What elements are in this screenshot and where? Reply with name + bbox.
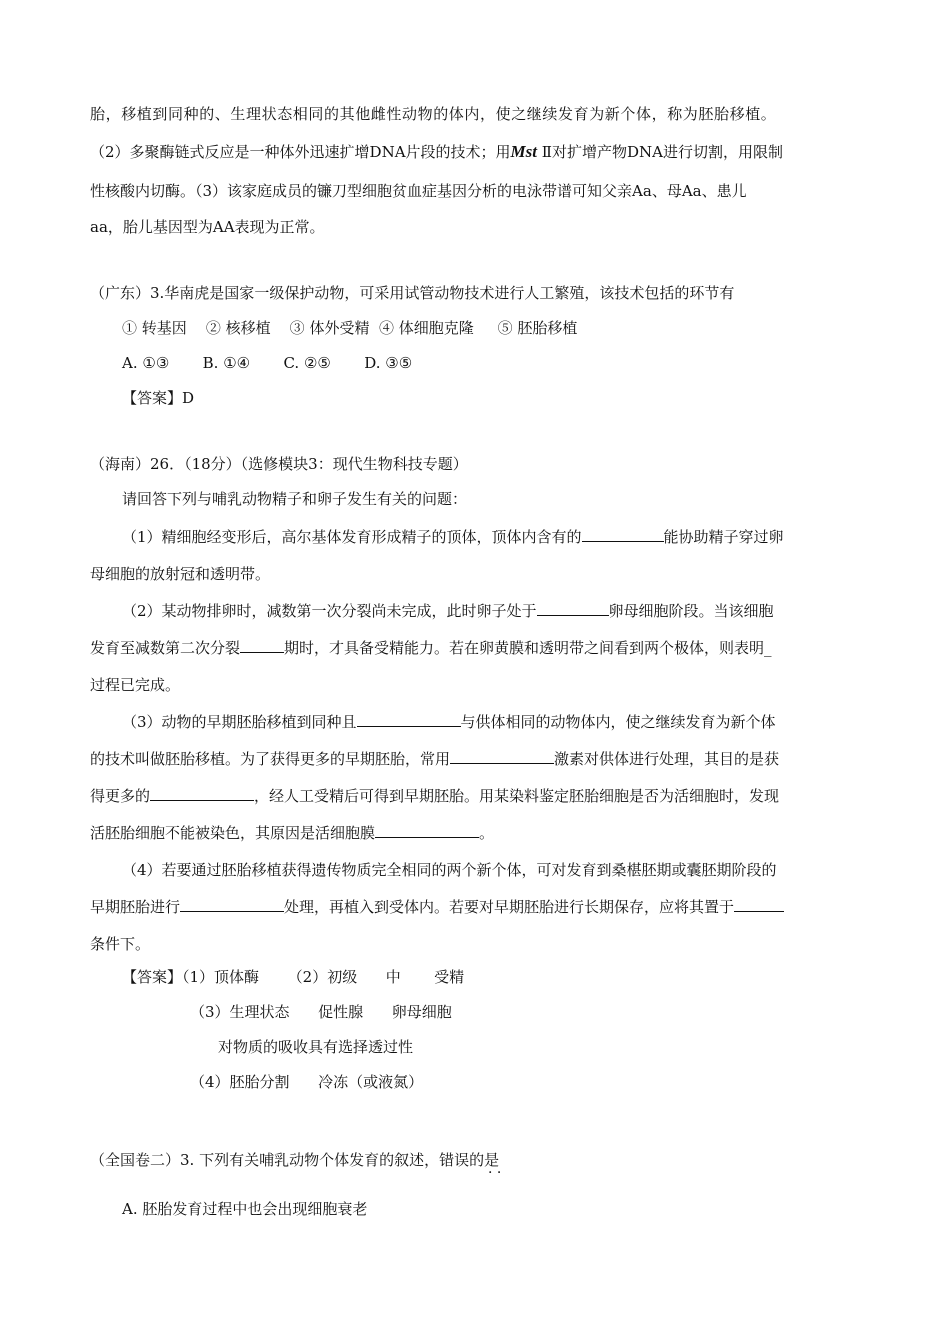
guangdong-options: A. ①③ B. ①④ C. ②⑤ D. ③⑤ [122,354,413,372]
p4-text-b: 早期胚胎进行 [90,898,181,916]
p4-text-c: 处理，再植入到受体内。若要对早期胚胎进行长期保存，应将其置于 [284,898,735,916]
p3-text-h: 。 [479,824,495,842]
answer-blank [240,638,284,653]
answer-blank [734,897,784,912]
guangdong-stem: （广东）3.华南虎是国家一级保护动物，可采用试管动物技术进行人工繁殖，该技术包括的环节有 [90,284,735,302]
p3-text-d: 激素对供体进行处理，其目的是获 [554,750,780,768]
prev-line-2 [90,142,783,162]
hainan-answer-1: 【答案】（1）顶体酶 （2）初级 中 受精 [122,968,465,986]
prev-line-2b: Ⅱ对扩增产物DNA进行切割，用限制 [537,143,783,161]
p3-text-f: ，经人工受精后可得到早期胚胎。用某染料鉴定胚胎细胞是否为活细胞时，发现 [254,787,780,805]
answer-blank [357,712,461,727]
prev-line-3: 性核酸内切酶。（3）该家庭成员的镰刀型细胞贫血症基因分析的电泳带谱可知父亲Aa、母Aa、患儿 [90,182,747,200]
hainan-p4-line1: （4）若要通过胚胎移植获得遗传物质完全相同的两个新个体，可对发育到桑椹胚期或囊胚期阶段的 [122,861,777,879]
p2-text-a: （2）某动物排卵时，减数第一次分裂尚未完成，此时卵子处于 [122,602,537,620]
answer-blank [537,601,609,616]
answer-blank [582,527,664,542]
national2-stem: （全国卷二）3. 下列有关哺乳动物个体发育的叙述，错误的是 [90,1151,500,1169]
hainan-p3-line4 [90,823,494,843]
prev-line-2a: （2）多聚酶链式反应是一种体外迅速扩增DNA片段的技术；用 [90,143,511,161]
answer-blank [180,897,284,912]
guangdong-answer: 【答案】D [122,389,195,407]
hainan-p2-line1 [122,601,774,621]
hainan-p4-line3: 条件下。 [90,935,151,953]
hainan-intro: 请回答下列与哺乳动物精子和卵子发生有关的问题： [122,490,468,508]
hainan-answer-3: 对物质的吸收具有选择透过性 [218,1038,414,1056]
p3-text-a: （3）动物的早期胚胎移植到同种且 [122,713,357,731]
enzyme-name: Mst [510,142,537,161]
answer-blank [375,823,479,838]
hainan-p1-line1 [122,527,784,547]
p3-text-b: 与供体相同的动物体内，使之继续发育为新个体 [460,713,776,731]
answer-blank [450,749,554,764]
hainan-answer-2: （3）生理状态 促性腺 卵母细胞 [190,1003,452,1021]
hainan-p4-line2 [90,897,784,917]
p1-text-b: 能协助精子穿过卵 [663,528,784,546]
emphasis-dots: · · [488,1165,502,1181]
prev-line-1: 胎，移植到同种的、生理状态相同的其他雌性动物的体内，使之继续发育为新个体，称为胚胎移植。 [90,105,777,123]
p2-text-b: 卵母细胞阶段。当该细胞 [608,602,774,620]
answer-blank [150,786,254,801]
national2-option-a: A. 胚胎发育过程中也会出现细胞衰老 [122,1200,368,1218]
hainan-p3-line3 [90,786,779,806]
hainan-p3-line1 [122,712,776,732]
hainan-p2-line3: 过程已完成。 [90,676,181,694]
guangdong-items: ① 转基因 ② 核移植 ③ 体外受精 ④ 体细胞克隆 ⑤ 胚胎移植 [122,319,578,337]
hainan-header: （海南）26．（18分）（选修模块3：现代生物科技专题） [90,455,468,473]
hainan-answer-4: （4）胚胎分割 冷冻（或液氮） [190,1073,424,1091]
p1-text-a: （1）精细胞经变形后，高尔基体发育形成精子的顶体，顶体内含有的 [122,528,582,546]
p3-text-g: 活胚胎细胞不能被染色，其原因是活细胞膜 [90,824,376,842]
hainan-p1-line2: 母细胞的放射冠和透明带。 [90,565,271,583]
p2-text-d: 期时，才具备受精能力。若在卵黄膜和透明带之间看到两个极体，则表明_ [284,639,772,657]
hainan-p2-line2 [90,638,772,658]
p3-text-e: 得更多的 [90,787,151,805]
p3-text-c: 的技术叫做胚胎移植。为了获得更多的早期胚胎，常用 [90,750,451,768]
hainan-p3-line2 [90,749,779,769]
prev-line-4: aa，胎儿基因型为AA表现为正常。 [90,218,325,236]
p2-text-c: 发育至减数第二次分裂 [90,639,241,657]
